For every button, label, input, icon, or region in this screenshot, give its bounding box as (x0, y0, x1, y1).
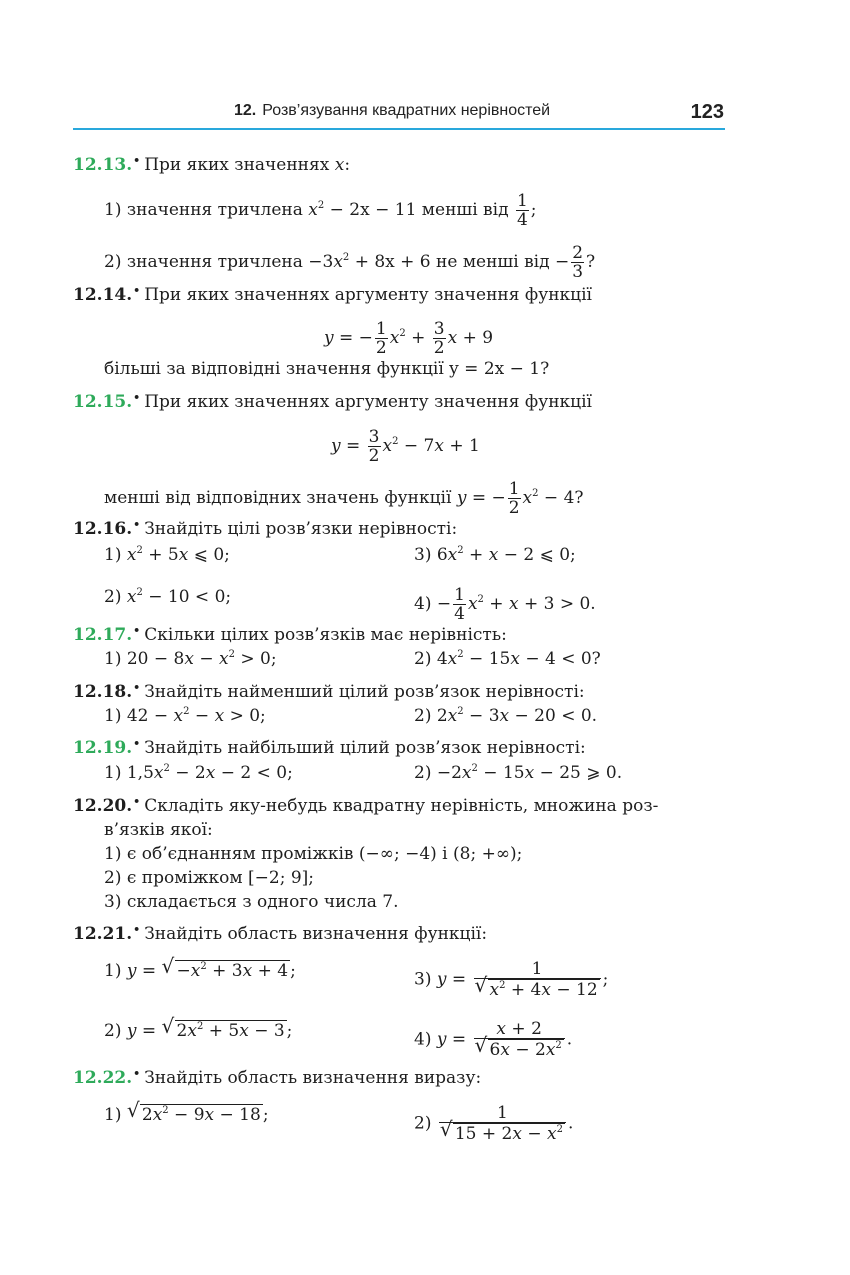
problem-12-18: 12.18.• Знайдіть найменший цілий розв’язок нерівності: (73, 681, 585, 702)
problem-12-13-item-2: 2) значення тричлена $-3x^2 + 8x + 6$ не менші від − $\frac{2}{3}$ ? (104, 243, 596, 282)
problem-12-16-item-2: 2) $x^2 - 10 < 0$; (104, 587, 232, 607)
problem-12-20-item-2: 2) є проміжком [−2; 9]; (104, 868, 315, 888)
problem-12-20-item-1: 1) є об’єднанням проміжків (−∞; −4) і (8; +∞); (104, 844, 523, 864)
problem-12-15-formula: y = $\frac{3}{2}$ $x^2 - 7x + 1$ (331, 427, 480, 466)
problem-12-21-item-4: 4) y = x + 2 √ $6x - 2x^2$ . (414, 1020, 572, 1060)
problem-12-22-item-2: 2) 1 √ $15 + 2x - x^2$ . (414, 1104, 573, 1144)
problem-12-16-item-4: 4) − $\frac{1}{4}$ $x^2 + x + 3 > 0$. (414, 585, 596, 624)
chapter-title: 12. Розв’язування квадратних нерівностей (234, 102, 551, 119)
problem-12-14-tail: більші за відповідні значення функції y = 2x − 1? (104, 359, 550, 379)
problem-12-19-item-2: $2) -2x^2 - 15x - 25$ ⩾ 0. (414, 763, 623, 783)
problem-12-20: 12.20.• Складіть яку-небудь квадратну нерівність, множина роз- (73, 795, 659, 816)
problem-12-19-item-1: 1) $1,5x^2 - 2x - 2 < 0$; (104, 763, 293, 783)
problem-12-17-item-1: 1) $20 - 8x - x^2 > 0$; (104, 649, 277, 669)
problem-12-15: 12.15.• При яких значеннях аргументу значення функції (73, 391, 592, 412)
problem-12-16-item-1: 1) $x^2 + 5x$ ⩽ 0; (104, 545, 230, 565)
problem-12-15-tail: менші від відповідних значень функції y = − $\frac{1}{2}$ $x^2 - 4$? (104, 479, 584, 518)
problem-12-20-cont: в’язків якої: (104, 820, 213, 840)
problem-12-13: 12.13.• При яких значеннях x: (73, 154, 351, 175)
page-number: 123 (690, 101, 724, 123)
problem-12-20-item-3: 3) складається з одного числа 7. (104, 892, 399, 912)
problem-12-14: 12.14.• При яких значеннях аргументу значення функції (73, 284, 592, 305)
problem-12-22: 12.22.• Знайдіть область визначення виразу: (73, 1067, 482, 1088)
problem-12-17: 12.17.• Скільки цілих розв’язків має нерівність: (73, 624, 507, 645)
problem-12-21-item-1: 1) y = √ $-x^2 + 3x + 4$ ; (104, 960, 296, 982)
problem-12-14-formula: y = − $\frac{1}{2}$ $x^2$ + $\frac{3}{2}$ x + 9 (324, 319, 494, 358)
problem-12-17-item-2: 2) $4x^2 - 15x - 4 < 0$? (414, 649, 601, 669)
problem-12-16: 12.16.• Знайдіть цілі розв’язки нерівності: (73, 518, 458, 539)
problem-12-18-item-2: 2) $2x^2 - 3x - 20 < 0$. (414, 706, 598, 726)
problem-12-19: 12.19.• Знайдіть найбільший цілий розв’язок нерівності: (73, 737, 586, 758)
problem-12-22-item-1: 1) √ $2x^2 - 9x - 18$ ; (104, 1104, 269, 1126)
header-rule (73, 128, 725, 130)
problem-12-16-item-3: 3) $6x^2 + x - 2$ ⩽ 0; (414, 545, 576, 565)
problem-12-21-item-3: 3) y = 1 √ $x^2 + 4x - 12$ ; (414, 960, 608, 1000)
problem-12-18-item-1: 1) $42 - x^2 - x > 0$; (104, 706, 266, 726)
problem-12-21-item-2: 2) y = √ $2x^2 + 5x - 3$ ; (104, 1020, 292, 1042)
problem-12-13-item-1: 1) значення тричлена $x^2 - 2x - 11$ менші від $\frac{1}{4}$ ; (104, 191, 537, 230)
problem-12-21: 12.21.• Знайдіть область визначення функції: (73, 923, 488, 944)
